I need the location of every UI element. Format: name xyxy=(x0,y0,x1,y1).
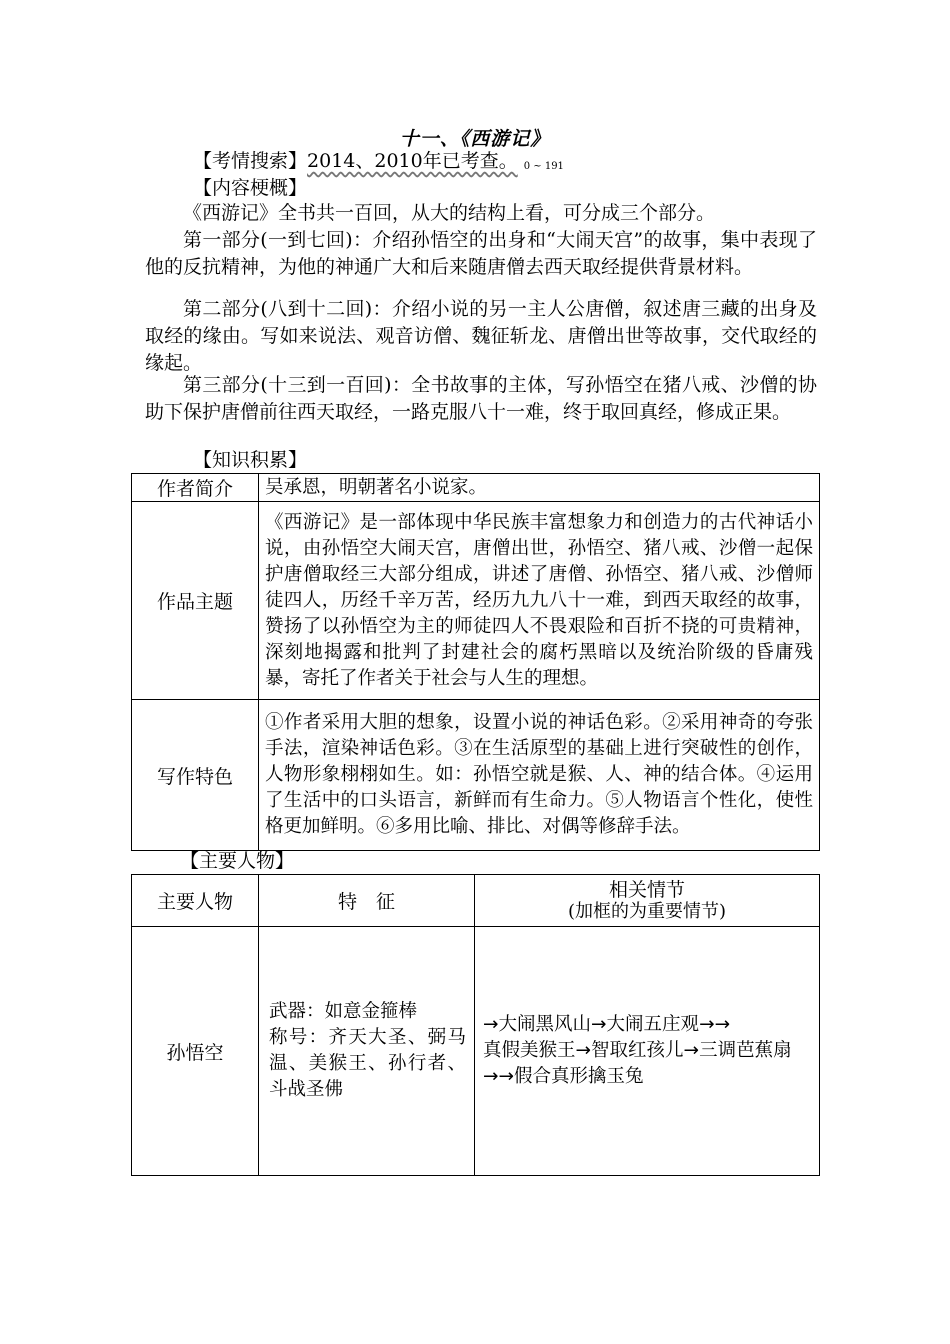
weapon-label: 武器： xyxy=(269,1001,325,1022)
table-row xyxy=(132,502,820,700)
plot-arrow: → xyxy=(483,1014,499,1035)
titles-value: 齐天大圣、弼马温、美猴王、孙行者、斗战圣佛 xyxy=(269,1027,466,1100)
exam-tiny-note: 0 ~ 191 xyxy=(523,161,564,172)
author-text: 吴承恩，明朝著名小说家。 xyxy=(259,474,820,502)
col-header-traits: 特 征 xyxy=(259,875,475,927)
plot-item: 大闹黑风山 xyxy=(498,1014,592,1035)
weapon-value: 如意金箍棒 xyxy=(324,1001,418,1022)
col-header-plots-subtitle: (加框的为重要情节) xyxy=(567,900,727,922)
plot-arrow: → xyxy=(575,1040,592,1061)
plot-arrow: → xyxy=(683,1040,700,1061)
exam-text: 2014、2010年已考查。 xyxy=(307,150,518,172)
plot-arrow: →→ xyxy=(483,1066,515,1087)
plot-item: 大闹五庄观 xyxy=(606,1014,700,1035)
page-title: 十一、《西游记》 xyxy=(399,128,551,150)
plot-item: 智取红孩儿 xyxy=(591,1040,684,1061)
summary-heading: 【内容梗概】 xyxy=(193,177,308,199)
plot-item: 三调芭蕉扇 xyxy=(699,1040,792,1061)
plot-arrow: → xyxy=(591,1014,607,1035)
summary-part1: 第一部分(一到七回)：介绍孙悟空的出身和“大闹天宫”的故事，集中表现了他的反抗精神，为他的神通广大和后来随唐僧去西天取经提供背景材料。 xyxy=(145,229,817,278)
character-traits xyxy=(259,927,475,1176)
table-header-row xyxy=(132,875,820,927)
style-text: ①作者采用大胆的想象，设置小说的神话色彩。②采用神奇的夸张手法，渲染神话色彩。③在生活原型的基础上进行突破性的创作，人物形象栩栩如生。如：孙悟空就是猴、人、神的结合体。④运用了生活中的口头语言，新鲜而有生命力。⑤人物语言个性化，使性格更加鲜明。⑥多用比喻、排比、对偶等修辞手法。 xyxy=(259,700,820,851)
characters-heading: 【主要人物】 xyxy=(180,850,295,872)
col-header-plots xyxy=(475,875,820,927)
knowledge-table xyxy=(131,473,820,851)
table-row xyxy=(132,927,820,1176)
theme-text: 《西游记》是一部体现中华民族丰富想象力和创造力的古代神话小说，由孙悟空大闹天宫，唐僧出世，孙悟空、猪八戒、沙僧一起保护唐僧取经三大部分组成，讲述了唐僧、孙悟空、猪八戒、沙僧师徒四人，历经千辛万苦，经历九九八十一难，到西天取经的故事，赞扬了以孙悟空为主的师徒四人不畏艰险和百折不挠的可贵精神，深刻地揭露和批判了封建社会的腐朽黑暗以及统治阶级的昏庸残暴，寄托了作者关于社会与人生的理想。 xyxy=(259,502,820,700)
summary-part3: 第三部分(十三到一百回)：全书故事的主体，写孙悟空在猪八戒、沙僧的协助下保护唐僧前往西天取经，一路克服八十一难，终于取回真经，修成正果。 xyxy=(145,374,817,423)
plot-item: 假合真形擒玉兔 xyxy=(514,1066,644,1087)
exam-label: 【考情搜索】 xyxy=(193,150,308,172)
summary-part2: 第二部分(八到十二回)：介绍小说的另一主人公唐僧，叙述唐三藏的出身及取经的缘由。写如来说法、观音访僧、魏征斩龙、唐僧出世等故事，交代取经的缘起。 xyxy=(145,298,817,374)
character-plots xyxy=(475,927,820,1176)
style-label: 写作特色 xyxy=(132,700,259,851)
author-label: 作者简介 xyxy=(132,474,259,502)
plot-arrow: →→ xyxy=(699,1014,731,1035)
plot-item: 真假美猴王 xyxy=(483,1040,576,1061)
characters-table xyxy=(131,874,820,1176)
table-row xyxy=(132,474,820,502)
col-header-character: 主要人物 xyxy=(132,875,259,927)
titles-label: 称号： xyxy=(269,1027,329,1048)
knowledge-heading: 【知识积累】 xyxy=(193,449,308,471)
col-header-plots-title: 相关情节 xyxy=(608,878,685,901)
theme-label: 作品主题 xyxy=(132,502,259,700)
summary-intro: 《西游记》全书共一百回，从大的结构上看，可分成三个部分。 xyxy=(183,202,716,224)
character-name: 孙悟空 xyxy=(132,927,259,1176)
table-row xyxy=(132,700,820,851)
